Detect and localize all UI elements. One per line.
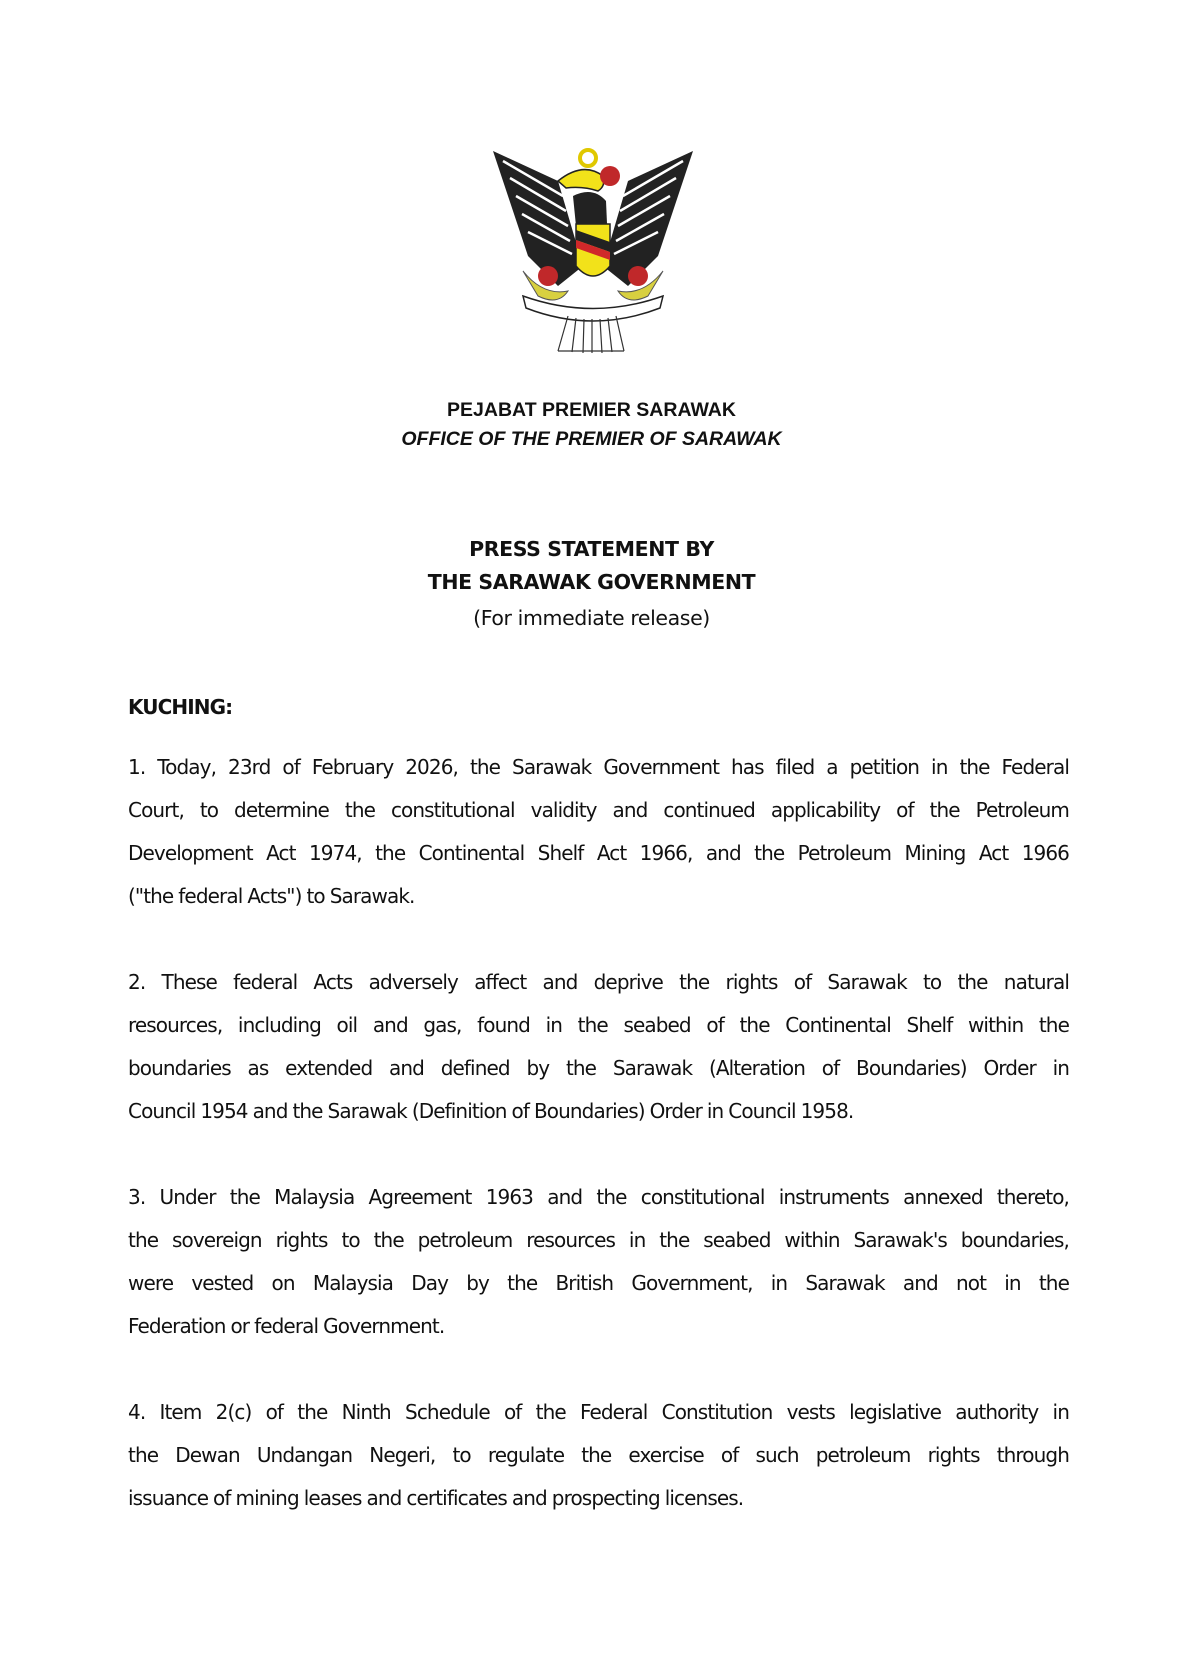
paragraph-line: 1. Today, 23rd of February 2026, the Sarawak Government has filed a petition in the Federal	[128, 755, 1069, 779]
paragraph-line: issuance of mining leases and certificates and prospecting licenses.	[128, 1486, 744, 1510]
paragraph-line: Federation or federal Government.	[128, 1314, 445, 1338]
paragraph-line: the sovereign rights to the petroleum resources in the seabed within Sarawak's boundaries,	[128, 1228, 1069, 1252]
paragraph-line: resources, including oil and gas, found in the seabed of the Continental Shelf within the	[128, 1013, 1069, 1037]
paragraph-line: were vested on Malaysia Day by the British Government, in Sarawak and not in the	[128, 1271, 1069, 1295]
paragraph-line: boundaries as extended and defined by the Sarawak (Alteration of Boundaries) Order in	[128, 1056, 1069, 1080]
paragraph-line: Council 1954 and the Sarawak (Definition of Boundaries) Order in Council 1958.	[128, 1099, 854, 1123]
paragraph-2	[128, 961, 1069, 1133]
paragraph-line: 2. These federal Acts adversely affect and deprive the rights of Sarawak to the natural	[128, 970, 1069, 994]
office-name-malay: PEJABAT PREMIER SARAWAK	[447, 399, 736, 421]
paragraph-line: 3. Under the Malaysia Agreement 1963 and the constitutional instruments annexed thereto,	[128, 1185, 1069, 1209]
press-statement-subtitle: THE SARAWAK GOVERNMENT	[427, 570, 756, 594]
office-name-english: OFFICE OF THE PREMIER OF SARAWAK	[401, 428, 782, 450]
paragraph-1	[128, 746, 1069, 918]
paragraph-4	[128, 1391, 1069, 1520]
sarawak-coat-of-arms-logo	[488, 146, 698, 356]
paragraph-line: the Dewan Undangan Negeri, to regulate the exercise of such petroleum rights through	[128, 1443, 1069, 1467]
paragraph-3	[128, 1176, 1069, 1348]
paragraph-line: 4. Item 2(c) of the Ninth Schedule of the Federal Constitution vests legislative authority in	[128, 1400, 1069, 1424]
paragraph-line: ("the federal Acts") to Sarawak.	[128, 884, 415, 908]
paragraph-line: Development Act 1974, the Continental Shelf Act 1966, and the Petroleum Mining Act 1966	[128, 841, 1069, 865]
paragraph-line: Court, to determine the constitutional validity and continued applicability of the Petroleum	[128, 798, 1069, 822]
release-note: (For immediate release)	[473, 606, 710, 630]
press-statement-title: PRESS STATEMENT BY	[469, 537, 714, 561]
dateline: KUCHING:	[128, 695, 233, 719]
